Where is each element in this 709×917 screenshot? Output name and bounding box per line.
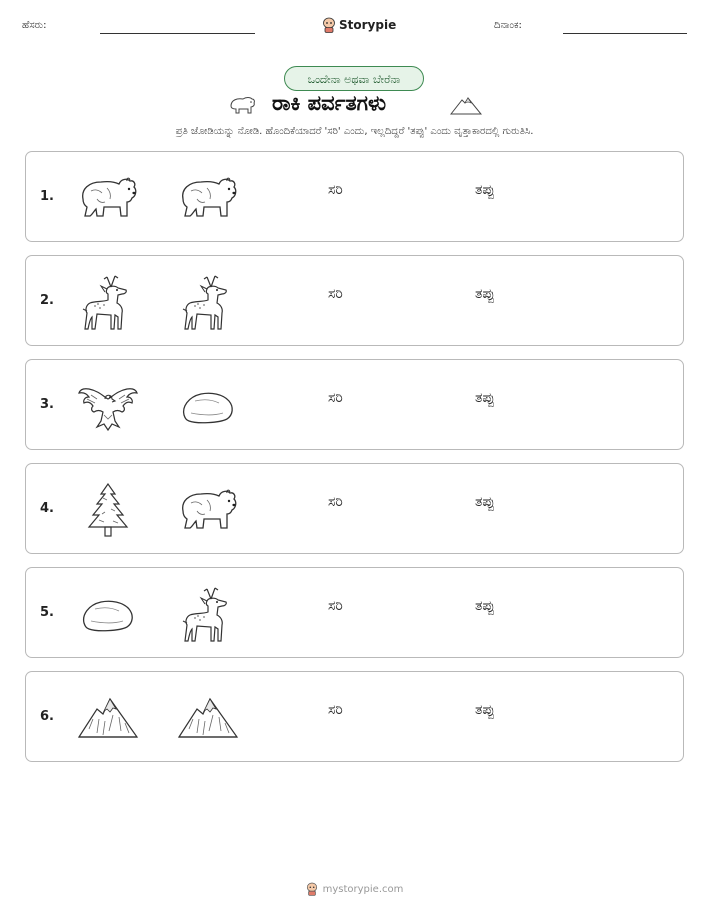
question-number: 6. <box>40 709 54 724</box>
deer-icon <box>177 585 239 643</box>
bear-icon <box>177 481 239 539</box>
name-label: ಹೆಸರು: <box>22 20 47 31</box>
pine-tree-icon <box>77 481 139 539</box>
footer-url: mystorypie.com <box>322 883 404 895</box>
answer-correct-option[interactable]: ಸರಿ <box>328 702 343 718</box>
page-title: ರಾಕಿ ಪರ್ವತಗಳು <box>272 91 387 115</box>
bear-icon <box>77 169 139 227</box>
answer-correct-option[interactable]: ಸರಿ <box>328 182 343 198</box>
question-row-2 <box>25 255 684 346</box>
instructions: ಪ್ರತಿ ಜೋಡಿಯನ್ನು ನೋಡಿ. ಹೊಂದಿಕೆಯಾದರೆ 'ಸರಿ' ಎಂದು, ಇಲ್ಲದಿದ್ದರೆ 'ತಪ್ಪು' ಎಂದು ವೃತ್ತಾಕಾರದಲ್ಲಿ ಗುರುತಿಸಿ. <box>175 126 534 137</box>
answer-correct-option[interactable]: ಸರಿ <box>328 494 343 510</box>
answer-correct-option[interactable]: ಸರಿ <box>328 286 343 302</box>
question-number: 1. <box>40 189 54 204</box>
mountain-icon <box>77 689 139 747</box>
date-field[interactable] <box>563 33 687 34</box>
mountain-icon <box>450 94 482 116</box>
bear-icon <box>177 169 239 227</box>
rock-icon <box>77 585 139 643</box>
question-number: 3. <box>40 397 54 412</box>
answer-correct-option[interactable]: ಸರಿ <box>328 598 343 614</box>
question-number: 5. <box>40 605 54 620</box>
footer <box>0 880 709 898</box>
rock-icon <box>177 377 239 435</box>
mountain-icon <box>177 689 239 747</box>
answer-wrong-option[interactable]: ತಪ್ಪು <box>475 702 495 718</box>
answer-wrong-option[interactable]: ತಪ್ಪು <box>475 182 495 198</box>
worksheet-header <box>0 14 709 40</box>
question-row-3 <box>25 359 684 450</box>
question-row-4 <box>25 463 684 554</box>
answer-wrong-option[interactable]: ತಪ್ಪು <box>475 494 495 510</box>
question-row-6 <box>25 671 684 762</box>
deer-icon <box>177 273 239 331</box>
answer-wrong-option[interactable]: ತಪ್ಪು <box>475 286 495 302</box>
brand-logo <box>322 14 396 36</box>
answer-wrong-option[interactable]: ತಪ್ಪು <box>475 390 495 406</box>
worksheet-type-badge: ಒಂದೇನಾ ಅಥವಾ ಬೇರೆನಾ <box>284 66 424 91</box>
mascot-icon <box>306 882 318 896</box>
brand-name: Storypie <box>339 18 397 32</box>
eagle-icon <box>77 377 139 435</box>
question-row-5 <box>25 567 684 658</box>
name-field[interactable] <box>100 33 255 34</box>
question-number: 2. <box>40 293 54 308</box>
deer-icon <box>77 273 139 331</box>
question-row-1 <box>25 151 684 242</box>
mascot-icon <box>322 17 336 33</box>
question-number: 4. <box>40 501 54 516</box>
answer-correct-option[interactable]: ಸರಿ <box>328 390 343 406</box>
title-row <box>0 90 709 122</box>
date-label: ದಿನಾಂಕ: <box>494 20 522 31</box>
bear-icon <box>228 94 258 116</box>
answer-wrong-option[interactable]: ತಪ್ಪು <box>475 598 495 614</box>
